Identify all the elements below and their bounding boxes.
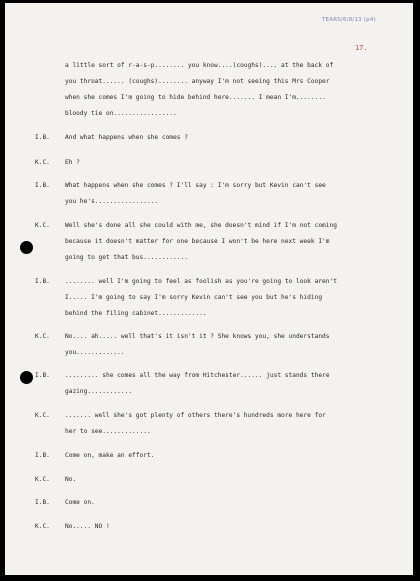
speech-line: you throat...... (coughs)........ anyway I'm not seeing this Mrs Cooper xyxy=(65,78,330,85)
speech-line: because it doesn't matter for one because I won't be here next week I'm xyxy=(65,238,330,245)
speaker-label: I.B. xyxy=(35,182,50,189)
punch-hole xyxy=(20,371,33,384)
speech-line: Well she's done all she could with me, she doesn't mind if I'm not coming xyxy=(65,222,337,229)
speaker-label: K.C. xyxy=(35,333,50,340)
archive-reference xyxy=(322,17,376,23)
document-page xyxy=(5,3,413,575)
speech-line: No. xyxy=(65,476,77,483)
speech-line: you he's................. xyxy=(65,198,159,205)
speech-line: going to get that bus............ xyxy=(65,254,188,261)
punch-hole xyxy=(20,241,33,254)
speaker-label: I.B. xyxy=(35,134,50,141)
speech-line: What happens when she comes ? I'll say : I'm sorry but Kevin can't see xyxy=(65,182,326,189)
speaker-label: I.B. xyxy=(35,372,50,379)
speech-line: Eh ? xyxy=(65,159,80,166)
speaker-label: K.C. xyxy=(35,159,50,166)
speech-line: ....... well she's got plenty of others there's hundreds more here for xyxy=(65,412,326,419)
speech-line: you............. xyxy=(65,349,125,356)
speech-line: ........ well I'm going to feel as foolish as you're going to look aren't xyxy=(65,278,337,285)
speaker-label: K.C. xyxy=(35,476,50,483)
reference-extra: (p4) xyxy=(363,17,376,23)
speech-line: I..... I'm going to say I'm sorry Kevin can't see you but he's hiding xyxy=(65,294,323,301)
speech-line: Come on. xyxy=(65,499,95,506)
speaker-label: I.B. xyxy=(35,499,50,506)
page-number: 17. xyxy=(355,44,368,52)
speech-line: No.... ah..... well that's it isn't it ? She knows you, she understands xyxy=(65,333,330,340)
speech-line: Come on, make an effort. xyxy=(65,452,155,459)
speech-line: ......... she comes all the way from Hitchester...... just stands there xyxy=(65,372,330,379)
speaker-label: K.C. xyxy=(35,222,50,229)
speaker-label: K.C. xyxy=(35,523,50,530)
speech-line: a little sort of r-a-s-p........ you know....(coughs).... at the back of xyxy=(65,62,334,69)
speech-line: And what happens when she comes ? xyxy=(65,134,188,141)
speech-line: her to see............. xyxy=(65,428,151,435)
speaker-label: I.B. xyxy=(35,278,50,285)
speech-line: bloody tie on................. xyxy=(65,110,177,117)
speaker-label: K.C. xyxy=(35,412,50,419)
reference-code: TEARS/6/8/13 xyxy=(322,17,362,23)
speech-line: gazing............ xyxy=(65,388,133,395)
speech-line: No..... NO ! xyxy=(65,523,110,530)
speech-line: when she comes I'm going to hide behind here....... I mean I'm........ xyxy=(65,94,326,101)
speech-line: behind the filing cabinet............. xyxy=(65,310,207,317)
speaker-label: I.B. xyxy=(35,452,50,459)
